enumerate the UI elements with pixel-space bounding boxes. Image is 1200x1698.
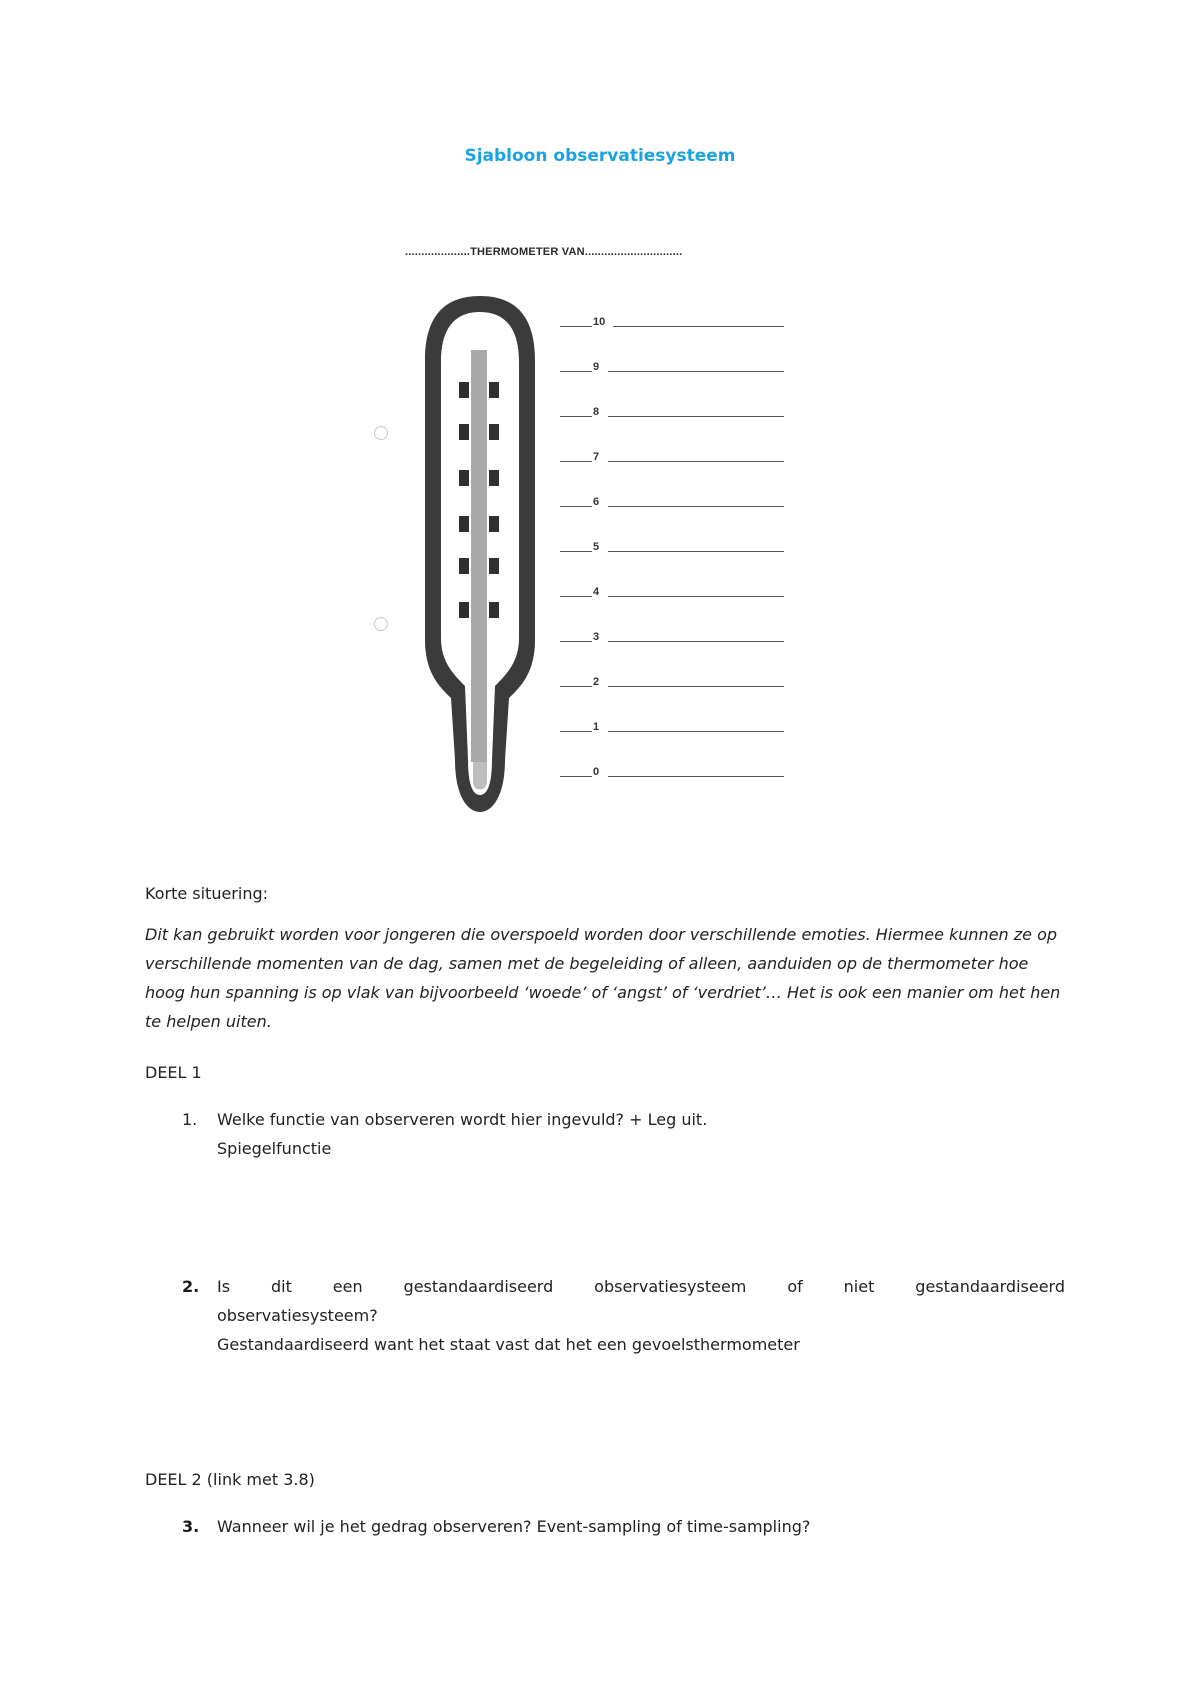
scale-label: 6 <box>593 496 600 508</box>
scale-label: 5 <box>593 541 600 553</box>
question-2-text-line1: Is dit een gestandaardiseerd observatiesysteem of niet gestandaardiseerd <box>217 1277 1065 1296</box>
korte-situering-text: Dit kan gebruikt worden voor jongeren die overspoeld worden door verschillende emoties. Hiermee kunnen ze op verschillende momenten van de dag, samen met de begeleiding of alleen, aanduiden op de thermometer hoe hoog hun spanning is op vlak van bijvoorbeeld ‘woede’ of ‘angst’ of ‘verdriet’… Het is ook een manier om het hen te helpen uiten. <box>145 925 1061 1031</box>
scale-label: 1 <box>593 721 600 733</box>
question-1-number: 1. <box>182 1110 198 1129</box>
korte-situering-label: Korte situering: <box>145 884 269 903</box>
scale-label: 0 <box>593 766 600 778</box>
thermometer-tube <box>471 350 487 762</box>
scale-label: 2 <box>593 676 600 688</box>
scale-label: 10 <box>593 316 606 328</box>
thermometer-drawing <box>415 290 545 820</box>
scale-label: 4 <box>593 586 600 598</box>
thermometer-scale <box>560 312 790 782</box>
page-title: Sjabloon observatiesysteem <box>464 146 736 166</box>
question-1-text: Welke functie van observeren wordt hier ingevuld? + Leg uit. <box>217 1110 708 1129</box>
scale-line-5 <box>560 537 784 555</box>
scale-line-6 <box>560 492 784 510</box>
scale-line-0 <box>560 762 784 780</box>
scan-mark-circle <box>374 617 388 631</box>
scale-label: 3 <box>593 631 600 643</box>
scan-mark-circle <box>374 426 388 440</box>
thermometer-header: ....................THERMOMETER VAN.............................. <box>405 246 683 258</box>
question-2-answer: Gestandaardiseerd want het staat vast dat het een gevoelsthermometer <box>217 1335 800 1354</box>
scale-line-3 <box>560 627 784 645</box>
scale-line-1 <box>560 717 784 735</box>
scale-line-2 <box>560 672 784 690</box>
scale-label: 9 <box>593 361 600 373</box>
question-2-number: 2. <box>182 1277 200 1296</box>
scale-line-4 <box>560 582 784 600</box>
scale-label: 7 <box>593 451 600 463</box>
scale-label: 8 <box>593 406 600 418</box>
question-2-text-line2: observatiesysteem? <box>217 1306 378 1325</box>
question-1-answer: Spiegelfunctie <box>217 1139 332 1158</box>
question-3-text: Wanneer wil je het gedrag observeren? Event-sampling of time-sampling? <box>217 1517 811 1536</box>
scale-line-9 <box>560 357 784 375</box>
deel2-label: DEEL 2 (link met 3.8) <box>145 1470 315 1489</box>
scale-line-7 <box>560 447 784 465</box>
deel1-label: DEEL 1 <box>145 1063 202 1082</box>
scale-line-10 <box>560 312 784 330</box>
question-3-number: 3. <box>182 1517 200 1536</box>
scale-line-8 <box>560 402 784 420</box>
